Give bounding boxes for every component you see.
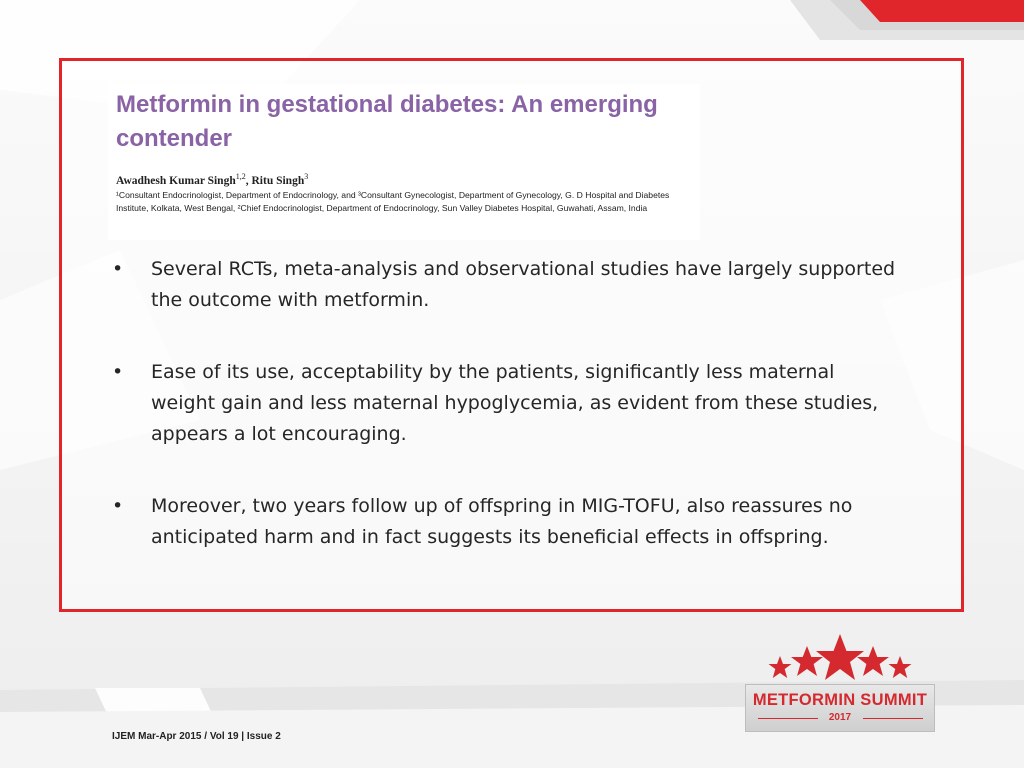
star-right-2 — [857, 646, 889, 676]
corner-red-accent — [860, 0, 1024, 22]
logo-rule-right — [863, 718, 923, 719]
paper-affiliations: ¹Consultant Endocrinologist, Department of Endocrinology, and ³Consultant Gynecologist, Department of Gynecology, G. D Hospital and Diabetes Institute, Kolkata, West Bengal, ²Chief Endocrinologist, Department of Endocrinology, Sun Valley Diabetes Hospital, Guwahati, Assam, India — [116, 190, 670, 213]
bullet-text: Moreover, two years follow up of offspring in MIG-TOFU, also reassures no anticipated harm and in fact suggests its beneficial effects in offspring. — [151, 495, 853, 548]
author-1-affiliation-mark: 1,2 — [235, 172, 246, 181]
logo-title: METFORMIN SUMMIT — [752, 691, 928, 709]
paper-title: Metformin in gestational diabetes: An emerging contender — [116, 91, 658, 152]
logo-band — [745, 684, 935, 732]
bullet-marker: • — [112, 258, 124, 280]
star-left-3 — [769, 656, 792, 678]
metformin-summit-logo — [745, 634, 935, 736]
bullet-marker: • — [112, 361, 124, 383]
bullet-text: Ease of its use, acceptability by the patients, significantly less maternal weight gain and less maternal hypoglycemia, as evident from these studies, appears a lot encouraging. — [151, 361, 879, 445]
logo-year: 2017 — [828, 712, 852, 723]
paper-authors — [116, 172, 308, 187]
bullet-item — [110, 254, 900, 316]
author-1: Awadhesh Kumar Singh — [116, 174, 236, 187]
star-right-3 — [889, 656, 912, 678]
star-center — [816, 634, 864, 680]
bullet-marker: • — [112, 495, 124, 517]
stars-icon — [745, 634, 935, 684]
author-2-affiliation-mark: 3 — [304, 172, 309, 181]
journal-citation: IJEM Mar-Apr 2015 / Vol 19 | Issue 2 — [112, 731, 281, 742]
paper-header-image — [108, 84, 700, 240]
bullet-item — [110, 491, 900, 553]
author-2: , Ritu Singh — [245, 174, 305, 187]
bullet-text: Several RCTs, meta-analysis and observational studies have largely supported the outcome with metformin. — [151, 258, 896, 311]
bullet-item — [110, 357, 900, 450]
bullet-list — [110, 254, 900, 594]
star-left-2 — [791, 646, 823, 676]
